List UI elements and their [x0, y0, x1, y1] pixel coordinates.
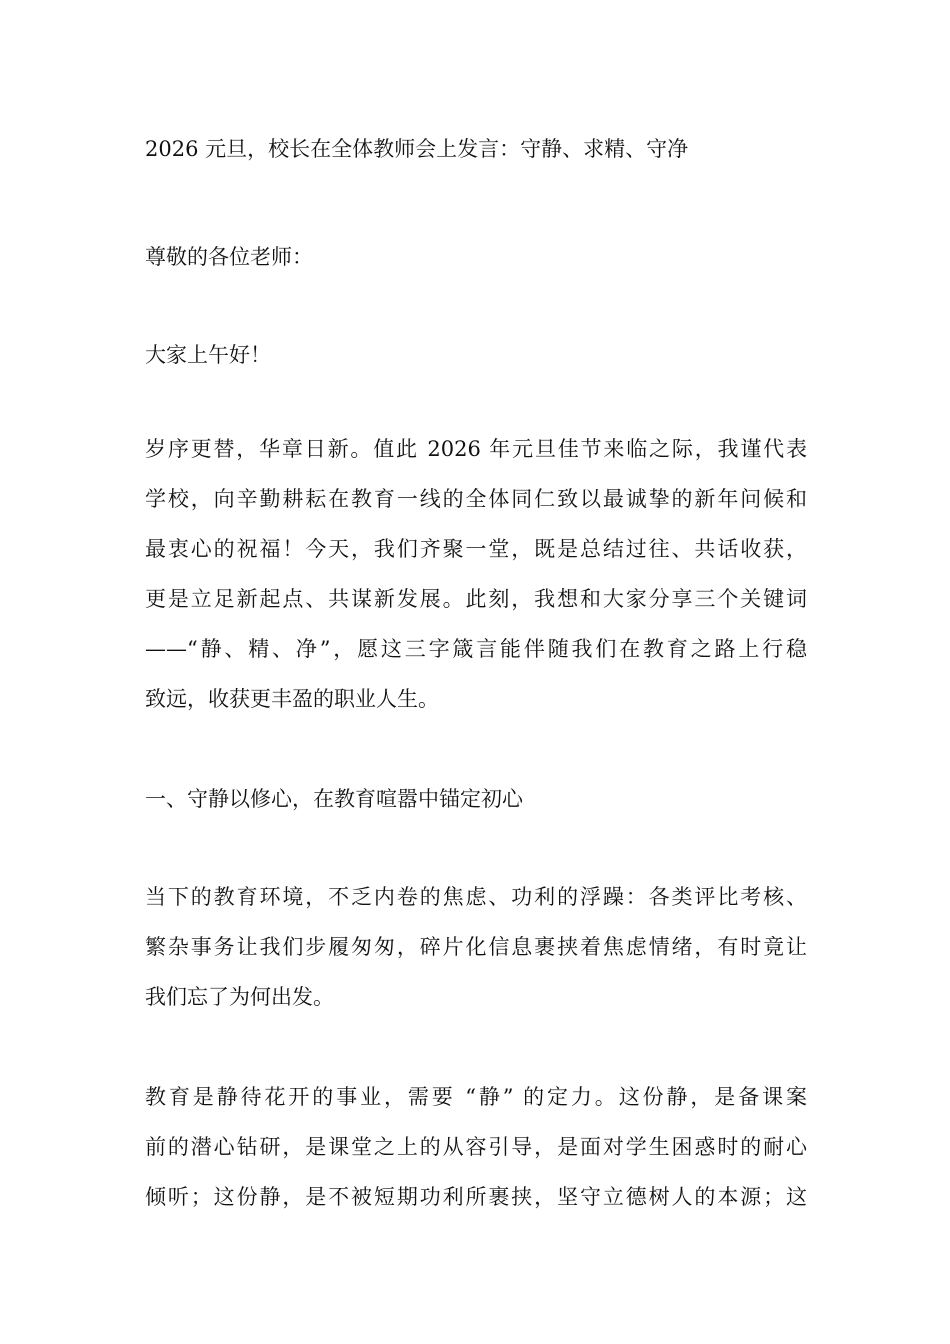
paragraph-line: 当下的教育环境，不乏内卷的焦虑、功利的浮躁：各类评比考核、 [145, 885, 807, 909]
paragraph-line: 岁序更替，华章日新。值此 2026 年元旦佳节来临之际，我谨代表 [145, 437, 807, 461]
paragraph-line: 最衷心的祝福！今天，我们齐聚一堂，既是总结过往、共话收获， [145, 537, 807, 561]
paragraph-line: 倾听；这份静，是不被短期功利所裹挟，坚守立德树人的本源；这 [145, 1185, 807, 1209]
greeting: 大家上午好！ [145, 343, 271, 367]
paragraph-line: 更是立足新起点、共谋新发展。此刻，我想和大家分享三个关键词 [145, 587, 807, 611]
paragraph-line: 致远，收获更丰盈的职业人生。 [145, 687, 439, 711]
document-title: 2026 元旦，校长在全体教师会上发言：守静、求精、守净 [145, 137, 689, 161]
paragraph-line: ——“静、精、净”，愿这三字箴言能伴随我们在教育之路上行稳 [145, 637, 807, 661]
section-heading: 一、守静以修心，在教育喧嚣中锚定初心 [145, 787, 523, 811]
paragraph-line: 繁杂事务让我们步履匆匆，碎片化信息裹挟着焦虑情绪，有时竟让 [145, 935, 807, 959]
paragraph-line: 教育是静待花开的事业，需要 “静” 的定力。这份静，是备课案 [145, 1085, 807, 1109]
paragraph-line: 学校，向辛勤耕耘在教育一线的全体同仁致以最诚挚的新年问候和 [145, 487, 807, 511]
paragraph-line: 前的潜心钻研，是课堂之上的从容引导，是面对学生困惑时的耐心 [145, 1135, 807, 1159]
paragraph-line: 我们忘了为何出发。 [145, 985, 334, 1009]
salutation: 尊敬的各位老师： [145, 245, 313, 269]
